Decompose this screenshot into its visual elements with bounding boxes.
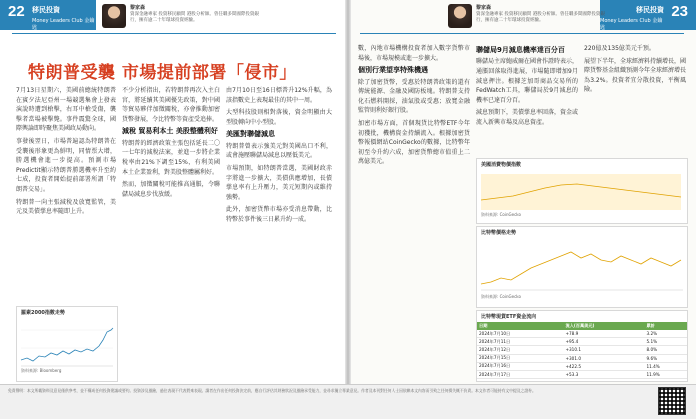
chart-caption: 資料來源: CoinGecko: [481, 294, 521, 299]
avatar: [448, 4, 472, 28]
table-row: [477, 330, 687, 338]
avatar: [102, 4, 126, 28]
table-cell: +78.9: [564, 330, 645, 338]
paragraph: 不少分析指出，若特朗普再次入主白宮，將延續其美國優先政策，對中國等貿易夥伴加徵關稅，亦會推動加密貨幣發展，令比特幣等資產受追捧。: [122, 87, 220, 123]
left-page: [0, 0, 348, 418]
data-table: [477, 322, 687, 379]
paragraph: 特朗普的經濟政策主張包括延長二〇一七年的減稅法案，並進一步將企業稅率由21%下調至15%，有利美國本土企業盈利，對美股整體屬利好。: [122, 139, 220, 176]
author-name: 黎家森: [130, 5, 146, 11]
paragraph: 此外，加密貨幣市場亦受消息帶動，比特幣於事件後三日累升約一成。: [226, 206, 332, 223]
chart-russell: [16, 306, 118, 382]
paragraph: 事發後翌日，市場普遍認為特朗普在受襲後形象更為鮮明，同情票大增，勝選機會進一步提高。預測市場Predictit顯示特朗普勝選機率升至約七成，投資者開始提前部署所謂「特朗普交易」。: [16, 137, 116, 193]
table-row: [477, 370, 687, 378]
qr-code-icon: [658, 387, 686, 415]
chart-line: [481, 252, 681, 284]
paragraph: 特朗普曾表示強美元對美國出口不利，或會施壓聯儲局減息以壓低美元。: [226, 142, 332, 160]
footer: [0, 384, 696, 419]
header-divider: [360, 33, 684, 34]
article-column-1: [358, 44, 470, 382]
paragraph: 減息預期下，美債孳息率回落，資金或流入新興市場及高息資產。: [476, 109, 578, 126]
table-cell: 2024年7月17日: [477, 370, 564, 378]
author-block: [448, 4, 608, 30]
paragraph: 然而，加徵關稅可能推高通脹，令聯儲局減息步伐放緩。: [122, 181, 220, 198]
page-number: 23: [671, 3, 688, 20]
paragraph: 7月13日星期六，美國前總統特朗普在賓夕法尼亞州一場競選集會上發表演說時遭到槍擊，右耳中槍受傷，襲擊者當場被擊斃。事件震驚全球，國際輿論即時聚焦美國政局動向。: [16, 87, 116, 133]
author-name: 黎家森: [476, 5, 492, 11]
section-label: 移民投資: [636, 6, 664, 14]
subheading: 個別行業望享特殊機遇: [358, 66, 428, 75]
table-cell: +310.1: [564, 346, 645, 354]
table-cell: 2024年7月15日: [477, 354, 564, 362]
table-header: 流入(百萬美元): [564, 322, 645, 330]
section-label: 移民投資: [32, 6, 60, 14]
paragraph: 特朗普一向主張減稅及放寬監管，美元及美債孳息率隨即上升。: [16, 198, 116, 216]
table-cell: 9.6%: [644, 354, 687, 362]
table-row: [477, 338, 687, 346]
table-row: [477, 346, 687, 354]
chart-area: [481, 174, 681, 210]
article-column-2: [122, 86, 220, 381]
chart-title: 美國消費物價指數: [481, 162, 522, 168]
table-cell: 8.0%: [644, 346, 687, 354]
etf-flow-table: [476, 310, 688, 382]
table-header: 日期: [477, 322, 564, 330]
right-page: [348, 0, 696, 418]
article-column-2: [476, 44, 578, 154]
chart-cpi-plot: [477, 170, 687, 218]
chart-line: [21, 328, 113, 361]
chart-bitcoin-plot: [477, 238, 687, 302]
headline: 特朗普受襲 市場提前部署「侵市」: [28, 63, 297, 83]
table-header: 累計: [644, 322, 687, 330]
table-row: [477, 354, 687, 362]
page-header-band: [600, 0, 696, 30]
paragraph: 市場預期，如特朗普當選，美國財政赤字將進一步擴大，美債供應增加，長債孳息率有上升壓力，美元短期內或維持強勢。: [226, 164, 332, 201]
chart-bitcoin: [476, 226, 688, 308]
subheading: 美匯對聯儲減息: [226, 130, 275, 139]
table-cell: 2024年7月11日: [477, 338, 564, 346]
table-row: [477, 362, 687, 370]
subheading: 減稅 貿易利本土 美股整體利好: [122, 127, 218, 136]
table-cell: 11.9%: [644, 370, 687, 378]
chart-title: 比特幣價格走勢: [481, 230, 517, 236]
paragraph: 聯儲局主席鮑威爾在國會作證時表示，通脹回落取得進展，市場隨即增加9月減息押注。根據芝加哥商品交易所的FedWatch工具，聯儲局於9月減息的機率已達百分百。: [476, 58, 578, 104]
chart-caption: 資料來源: Bloomberg: [21, 368, 62, 373]
table-cell: 3.2%: [644, 330, 687, 338]
table-title: 比特幣現貨ETF資金流向: [481, 314, 537, 320]
chart-cpi: [476, 158, 688, 224]
paragraph: 除了加密貨幣，受惠於特朗普政策的還有傳統能源、金融及國防板塊。特朗普支持化石燃料開採，油氣股或受惠；放寬金融監管則利好銀行股。: [358, 78, 470, 115]
author-bio: 資深金融專家 投資移民顧問 港股分析師。曾任職多間國際投資銀行，擁有逾二十年環球投資經驗。: [130, 12, 259, 23]
table-cell: 2024年7月10日: [477, 330, 564, 338]
publication-name: Money Leaders Club 金鑰匙: [600, 18, 663, 31]
chart-title: 羅素2000指數走勢: [21, 310, 65, 316]
author-bio: 資深金融專家 投資移民顧問 港股分析師。曾任職多間國際投資銀行，擁有逾二十年環球投資經驗。: [476, 12, 605, 23]
article-column-1: [16, 86, 116, 306]
table-cell: +95.4: [564, 338, 645, 346]
paragraph: 加密市場方面，首個現貨比特幣ETF今年初獲批，機構資金持續流入。根據加密貨幣報價網站CoinGecko的數據，比特幣年初至今升約六成，加密貨幣總市值重上二萬億美元。: [358, 119, 470, 166]
chart-caption: 資料來源: CoinGecko: [481, 212, 521, 217]
article-column-3: [226, 86, 332, 381]
table-cell: 5.1%: [644, 338, 687, 346]
publication-name: Money Leaders Club 金鑰匙: [32, 18, 95, 31]
chart-russell-plot: [17, 318, 117, 374]
table-cell: +301.0: [564, 354, 645, 362]
subheading: 聯儲局9月減息機率達百分百: [476, 46, 565, 54]
spine-gutter: [345, 0, 351, 418]
paragraph: 數，內地市場機構投資者加入數字貨幣市場後，市場規模或進一步擴大。: [358, 45, 470, 62]
paragraph: 220億及135億美元千預。: [584, 45, 655, 52]
table-cell: +422.5: [564, 362, 645, 370]
page-header-band: [0, 0, 96, 30]
table-cell: 2024年7月12日: [477, 346, 564, 354]
paragraph: 展望下半年，全球經濟料持續增長，國際貨幣基金組織預測今年全球經濟增長為3.2%。投資者宜分散投資，平衡風險。: [584, 57, 686, 94]
table-cell: 11.4%: [644, 362, 687, 370]
paragraph: 大型科技股則相對落後，資金明顯由大型股轉向中小型股。: [226, 109, 332, 126]
table-cell: +53.3: [564, 370, 645, 378]
author-block: [102, 4, 262, 30]
disclaimer-text: 免責聲明：本文所載資料及意見僅供參考，並不構成任何投資建議或要約。投資涉及風險，過往表現不代表將來表現。讀者在作出任何投資決定前，應自行評估其財務狀況及風險承受能力，並尋求獨立專業意見。作者及本刊對任何人士因依賴本文內容而引致之任何損失概不負責。本文作者可能持有文中提及之證券。: [8, 388, 536, 393]
header-divider: [12, 33, 336, 34]
table-cell: 2024年7月16日: [477, 362, 564, 370]
paragraph: 由7月10日至16日標普升12%升幅，為該指數史上表現最佳的其中一周。: [226, 87, 332, 104]
page-number: 22: [8, 3, 25, 20]
